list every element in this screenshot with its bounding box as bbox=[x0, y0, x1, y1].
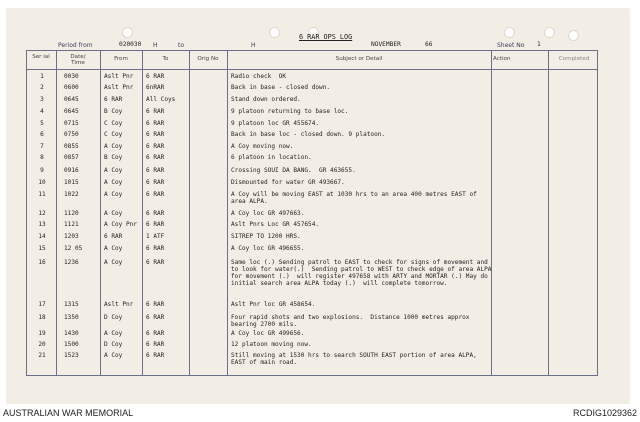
to-cell: 6 RAR bbox=[146, 120, 165, 127]
period-from-value: 020030 bbox=[119, 41, 142, 48]
time-cell: 0645 bbox=[64, 108, 79, 115]
to-cell: 6 RAR bbox=[146, 179, 165, 186]
to-cell: 6 RAR bbox=[146, 154, 165, 161]
subject-cell: Four rapid shots and two explosions. Distance 1000 metres approx bearing 2700 mils. bbox=[231, 314, 474, 328]
to-cell: 6 RAR bbox=[146, 210, 165, 217]
serial-cell: 13 bbox=[38, 221, 46, 228]
to-cell: 6 RAR bbox=[146, 191, 165, 198]
to-cell: 6 RAR bbox=[146, 330, 165, 337]
to-cell: 6 RAR bbox=[146, 108, 165, 115]
subject-cell: Stand down ordered. bbox=[231, 96, 301, 103]
from-cell: 6 RAR bbox=[104, 233, 123, 240]
time-cell: 0916 bbox=[64, 167, 79, 174]
col-action: Action bbox=[493, 56, 511, 62]
from-cell: A Coy bbox=[104, 191, 123, 198]
from-cell: D Coy bbox=[104, 314, 123, 321]
subject-cell: A Coy loc GR 497663. bbox=[231, 210, 305, 217]
time-cell: 1022 bbox=[64, 191, 79, 198]
subject-cell: A Coy moving now. bbox=[231, 143, 294, 150]
sheet-label: Sheet No bbox=[497, 42, 525, 49]
time-cell: 1236 bbox=[64, 259, 79, 266]
to-cell: 6 RAR bbox=[146, 245, 165, 252]
serial-cell: 2 bbox=[40, 84, 44, 91]
serial-cell: 7 bbox=[40, 143, 44, 150]
time-cell: 0030 bbox=[64, 73, 79, 80]
to-cell: 6 RAR bbox=[146, 314, 165, 321]
col-subject: Subject or Detail bbox=[335, 56, 383, 62]
from-cell: 6 RAR bbox=[104, 96, 123, 103]
h-label: H bbox=[251, 42, 256, 49]
from-cell: B Coy bbox=[104, 108, 123, 115]
year: 66 bbox=[425, 41, 433, 48]
serial-cell: 12 bbox=[38, 210, 46, 217]
serial-cell: 4 bbox=[40, 108, 44, 115]
footer-left: AUSTRALIAN WAR MEMORIAL bbox=[3, 408, 134, 418]
serial-cell: 6 bbox=[40, 131, 44, 138]
col-time: Date/ Time bbox=[70, 54, 86, 66]
subject-cell: 9 platoon returning to base loc. bbox=[231, 108, 349, 115]
to-cell: 6 RAR bbox=[146, 259, 165, 266]
to-cell: 6 RAR bbox=[146, 73, 165, 80]
punch-hole bbox=[122, 27, 133, 38]
subject-cell: Back in base - closed down. bbox=[231, 84, 331, 91]
subject-cell: 6 platoon in location. bbox=[231, 154, 312, 161]
time-cell: 0857 bbox=[64, 154, 79, 161]
subject-cell: Crossing SOUI DA BANG. GR 463655. bbox=[231, 167, 356, 174]
from-cell: A Coy bbox=[104, 330, 123, 337]
time-cell: 12 05 bbox=[64, 245, 83, 252]
col-completed: Completed bbox=[558, 56, 590, 62]
log-title: 6 RAR OPS LOG bbox=[299, 33, 353, 41]
time-cell: 1350 bbox=[64, 314, 79, 321]
from-cell: A Coy bbox=[104, 179, 123, 186]
from-cell: C Coy bbox=[104, 131, 123, 138]
serial-cell: 5 bbox=[40, 120, 44, 127]
to-cell: 6 RAR bbox=[146, 143, 165, 150]
serial-cell: 19 bbox=[38, 330, 46, 337]
from-cell: A Coy bbox=[104, 245, 123, 252]
subject-cell: Aslt Pnr loc GR 458654. bbox=[231, 301, 316, 308]
from-cell: Aslt Pnr bbox=[104, 84, 134, 91]
col-orig: Orig No bbox=[197, 56, 219, 62]
from-cell: A Coy Pnr bbox=[104, 221, 138, 228]
subject-cell: SITREP TO 1200 HRS. bbox=[231, 233, 301, 240]
serial-cell: 3 bbox=[40, 96, 44, 103]
to-cell: 6nRAR bbox=[146, 84, 165, 91]
serial-cell: 15 bbox=[38, 245, 46, 252]
serial-cell: 17 bbox=[38, 301, 46, 308]
from-cell: A Coy bbox=[104, 210, 123, 217]
time-cell: 1500 bbox=[64, 341, 79, 348]
serial-cell: 1 bbox=[40, 73, 44, 80]
time-cell: 1523 bbox=[64, 352, 79, 359]
subject-cell: Radio check OK bbox=[231, 73, 287, 80]
time-cell: 0715 bbox=[64, 120, 79, 127]
time-cell: 1430 bbox=[64, 330, 79, 337]
to-cell: 1 ATF bbox=[146, 233, 165, 240]
time-cell: 0600 bbox=[64, 84, 79, 91]
serial-cell: 14 bbox=[38, 233, 46, 240]
col-to: To bbox=[162, 56, 169, 62]
serial-cell: 9 bbox=[40, 167, 44, 174]
subject-cell: A Coy will be moving EAST at 1030 hrs to an area 400 metres EAST of area ALPA. bbox=[231, 191, 481, 205]
time-cell: 1120 bbox=[64, 210, 79, 217]
period-from-label: Period from bbox=[58, 42, 93, 49]
punch-hole bbox=[568, 30, 579, 41]
month: NOVEMBER bbox=[371, 41, 401, 48]
time-cell: 1015 bbox=[64, 179, 79, 186]
from-cell: D Coy bbox=[104, 341, 123, 348]
to-cell: 6 RAR bbox=[146, 301, 165, 308]
serial-cell: 20 bbox=[38, 341, 46, 348]
to-cell: 6 RAR bbox=[146, 221, 165, 228]
log-table bbox=[26, 50, 598, 376]
time-cell: 1315 bbox=[64, 301, 79, 308]
serial-cell: 18 bbox=[38, 314, 46, 321]
col-serial: Ser ial bbox=[32, 54, 50, 60]
serial-cell: 11 bbox=[38, 191, 46, 198]
time-cell: 1121 bbox=[64, 221, 79, 228]
from-cell: A Coy bbox=[104, 167, 123, 174]
serial-cell: 10 bbox=[38, 179, 46, 186]
footer-right: RCDIG1029362 bbox=[572, 408, 637, 418]
subject-cell: Back in base loc - closed down. 9 platoon. bbox=[231, 131, 386, 138]
time-cell: 1203 bbox=[64, 233, 79, 240]
serial-cell: 8 bbox=[40, 154, 44, 161]
to-cell: 6 RAR bbox=[146, 352, 165, 359]
from-cell: A Coy bbox=[104, 143, 123, 150]
from-cell: Aslt Pnr bbox=[104, 301, 134, 308]
from-cell: C Coy bbox=[104, 120, 123, 127]
h-label: H bbox=[153, 42, 158, 49]
subject-cell: Still moving at 1530 hrs to search SOUTH EAST portion of area ALPA, EAST of main road. bbox=[231, 352, 485, 366]
subject-cell: Dismounted for water GR 493667. bbox=[231, 179, 345, 186]
time-cell: 0750 bbox=[64, 131, 79, 138]
to-cell: All Coys bbox=[146, 96, 176, 103]
subject-cell: Same loc (.) Sending patrol to EAST to check for signs of movement and to look for water(.) Sending patrol to WEST to check edge of area ALPA for movement (.) will register 497658 with ARTY and MORTAR (.) May do initial search area ALPA today (.) will complete tomorrow. bbox=[231, 259, 496, 287]
subject-cell: A Coy loc GR 499656. bbox=[231, 330, 305, 337]
from-cell: B Coy bbox=[104, 154, 123, 161]
from-cell: Aslt Pnr bbox=[104, 73, 134, 80]
to-cell: 6 RAR bbox=[146, 131, 165, 138]
from-cell: A Coy bbox=[104, 259, 123, 266]
subject-cell: Aslt Pnrs Loc GR 457654. bbox=[231, 221, 320, 228]
subject-cell: 9 platoon loc GR 455674. bbox=[231, 120, 320, 127]
time-cell: 0645 bbox=[64, 96, 79, 103]
col-from: From bbox=[114, 56, 128, 62]
to-label: to bbox=[178, 42, 185, 49]
time-cell: 0855 bbox=[64, 143, 79, 150]
to-cell: 6 RAR bbox=[146, 341, 165, 348]
serial-cell: 16 bbox=[38, 259, 46, 266]
subject-cell: 12 platoon moving now. bbox=[231, 341, 312, 348]
sheet-number: 1 bbox=[537, 41, 541, 48]
to-cell: 6 RAR bbox=[146, 167, 165, 174]
punch-hole bbox=[504, 27, 515, 38]
serial-cell: 21 bbox=[38, 352, 46, 359]
punch-hole bbox=[544, 27, 555, 38]
subject-cell: A Coy loc GR 496655. bbox=[231, 245, 305, 252]
punch-hole bbox=[269, 27, 280, 38]
from-cell: A Coy bbox=[104, 352, 123, 359]
